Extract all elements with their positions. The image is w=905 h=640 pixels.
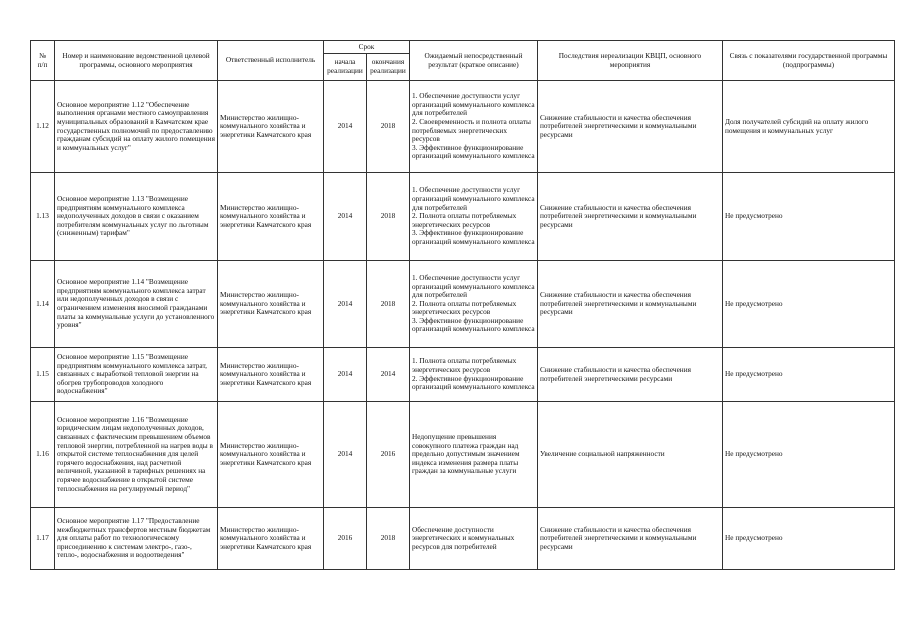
expected-result: [410, 261, 538, 348]
consequences-cell: Снижение стабильности и качества обеспечения потребителей энергетическими и коммунальными ресурсами: [538, 81, 723, 173]
start-year: 2014: [324, 402, 367, 508]
measure-name: Основное мероприятие 1.16 "Возмещение юридическим лицам недополученных доходов, связанных с фактическим превышением объемов тепловой энергии, потребленной на нагрев воды в открытой системе теплоснабжения для целей горячего водоснабжения, над расчетной величиной, указанной в тарифных решениях на горячее водоснабжение в открытой системе теплоснабжения на регулируемый период": [55, 402, 218, 508]
result-line: 2. Своевременность и полнота оплаты потребляемых энергетических ресурсов: [412, 116, 531, 144]
expected-result: [410, 81, 538, 173]
measures-table: [30, 40, 895, 570]
row-number: 1.12: [31, 81, 55, 173]
indicator-link: Доля получателей субсидий на оплату жилого помещения и коммунальных услуг: [723, 81, 895, 173]
result-line: 1. Полнота оплаты потребляемых энергетических ресурсов: [412, 356, 517, 374]
header-start: начала реализации: [324, 54, 367, 81]
executor-cell: Министерство жилищно-коммунального хозяйства и энергетики Камчатского края: [218, 173, 324, 261]
row-number: 1.16: [31, 402, 55, 508]
header-num: № п/п: [31, 41, 55, 81]
start-year: 2014: [324, 261, 367, 348]
table-row: [31, 402, 895, 508]
result-line: Обеспечение доступности энергетических и коммунальных ресурсов для потребителей: [412, 524, 515, 551]
end-year: 2018: [367, 261, 410, 348]
measure-name: Основное мероприятие 1.12 "Обеспечение выполнения органами местного самоуправления муниципальных образований в Камчатском крае государственных полномочий по предоставлению гражданам субсидий на оплату жилого помещения и коммунальных услуг": [55, 81, 218, 173]
consequences-cell: Снижение стабильности и качества обеспечения потребителей энергетическими и коммунальными ресурсами: [538, 261, 723, 348]
consequences-cell: Увеличение социальной напряженности: [538, 402, 723, 508]
result-line: 1. Обеспечение доступности услуг организаций коммунального комплекса для потребителей: [412, 272, 535, 300]
expected-result: [410, 348, 538, 402]
header-link: Связь с показателями государственной программы (подпрограммы): [723, 41, 895, 81]
result-line: 1. Обеспечение доступности услуг организаций коммунального комплекса для потребителей: [412, 91, 535, 118]
indicator-link: Не предусмотрено: [723, 261, 895, 348]
end-year: 2016: [367, 402, 410, 508]
executor-cell: Министерство жилищно-коммунального хозяйства и энергетики Камчатского края: [218, 508, 324, 570]
row-number: 1.14: [31, 261, 55, 348]
result-line: Недопущение превышения совокупного платежа граждан над предельно допустимым значением индекса изменения размера платы граждан за коммунальные услуги: [412, 432, 520, 476]
row-number: 1.15: [31, 348, 55, 402]
result-line: 3. Эффективное функционирование организаций коммунального комплекса: [412, 228, 535, 246]
consequences-cell: Снижение стабильности и качества обеспечения потребителей энергетическими и коммунальными ресурсами: [538, 508, 723, 570]
result-line: 2. Эффективное функционирование организаций коммунального комплекса: [412, 373, 535, 392]
table-row: [31, 508, 895, 570]
end-year: 2018: [367, 81, 410, 173]
executor-cell: Министерство жилищно-коммунального хозяйства и энергетики Камчатского края: [218, 261, 324, 348]
table-row: [31, 173, 895, 261]
table-row: [31, 261, 895, 348]
measure-name: Основное мероприятие 1.14 "Возмещение предприятиям коммунального комплекса затрат или недополученных доходов в связи с ограничением изменения вносимой гражданами платы за коммунальные услуги до установленного уровня": [55, 261, 218, 348]
end-year: 2018: [367, 508, 410, 570]
expected-result: [410, 173, 538, 261]
result-line: 2. Полнота оплаты потребляемых энергетических ресурсов: [412, 211, 517, 229]
measure-name: Основное мероприятие 1.15 "Возмещение предприятиям коммунального комплекса затрат, связанных с выработкой тепловой энергии на обогрев трубопроводов холодного водоснабжения": [55, 348, 218, 402]
start-year: 2014: [324, 173, 367, 261]
header-end: окончания реализации: [367, 54, 410, 81]
measure-name: Основное мероприятие 1.17 "Предоставление межбюджетных трансфертов местным бюджетам для оплаты работ по технологическому присоединению к системам электро-, газо-, тепло-, водоснабжения и водоотведения": [55, 508, 218, 570]
table-row: [31, 81, 895, 173]
row-number: 1.13: [31, 173, 55, 261]
row-number: 1.17: [31, 508, 55, 570]
table-row: [31, 348, 895, 402]
header-name: Номер и наименование ведомственной целевой программы, основного мероприятия: [55, 41, 218, 81]
consequences-cell: Снижение стабильности и качества обеспечения потребителей энергетическими ресурсами: [538, 348, 723, 402]
executor-cell: Министерство жилищно-коммунального хозяйства и энергетики Камчатского края: [218, 402, 324, 508]
header-result: Ожидаемый непосредственный результат (краткое описание): [410, 41, 538, 81]
expected-result: [410, 402, 538, 508]
header-consequences: Последствия нереализации КВЦП, основного мероприятия: [538, 41, 723, 81]
header-term: Срок: [324, 41, 410, 54]
result-line: 3. Эффективное функционирование организаций коммунального комплекса: [412, 315, 535, 334]
indicator-link: Не предусмотрено: [723, 402, 895, 508]
start-year: 2014: [324, 81, 367, 173]
expected-result: [410, 508, 538, 570]
indicator-link: Не предусмотрено: [723, 173, 895, 261]
header-executor: Ответственный исполнитель: [218, 41, 324, 81]
measure-name: Основное мероприятие 1.13 "Возмещение предприятиям коммунального комплекса недополученных доходов в связи с оказанием потребителям коммунальных услуг по льготным (сниженным) тарифам": [55, 173, 218, 261]
executor-cell: Министерство жилищно-коммунального хозяйства и энергетики Камчатского края: [218, 81, 324, 173]
result-line: 1. Обеспечение доступности услуг организаций коммунального комплекса для потребителей: [412, 185, 535, 212]
end-year: 2014: [367, 348, 410, 402]
indicator-link: Не предусмотрено: [723, 348, 895, 402]
executor-cell: Министерство жилищно-коммунального хозяйства и энергетики Камчатского края: [218, 348, 324, 402]
indicator-link: Не предусмотрено: [723, 508, 895, 570]
end-year: 2018: [367, 173, 410, 261]
consequences-cell: Снижение стабильности и качества обеспечения потребителей энергетическими и коммунальными ресурсами: [538, 173, 723, 261]
result-line: 3. Эффективное функционирование организаций коммунального комплекса: [412, 142, 535, 161]
start-year: 2016: [324, 508, 367, 570]
start-year: 2014: [324, 348, 367, 402]
result-line: 2. Полнота оплаты потребляемых энергетических ресурсов: [412, 298, 517, 317]
